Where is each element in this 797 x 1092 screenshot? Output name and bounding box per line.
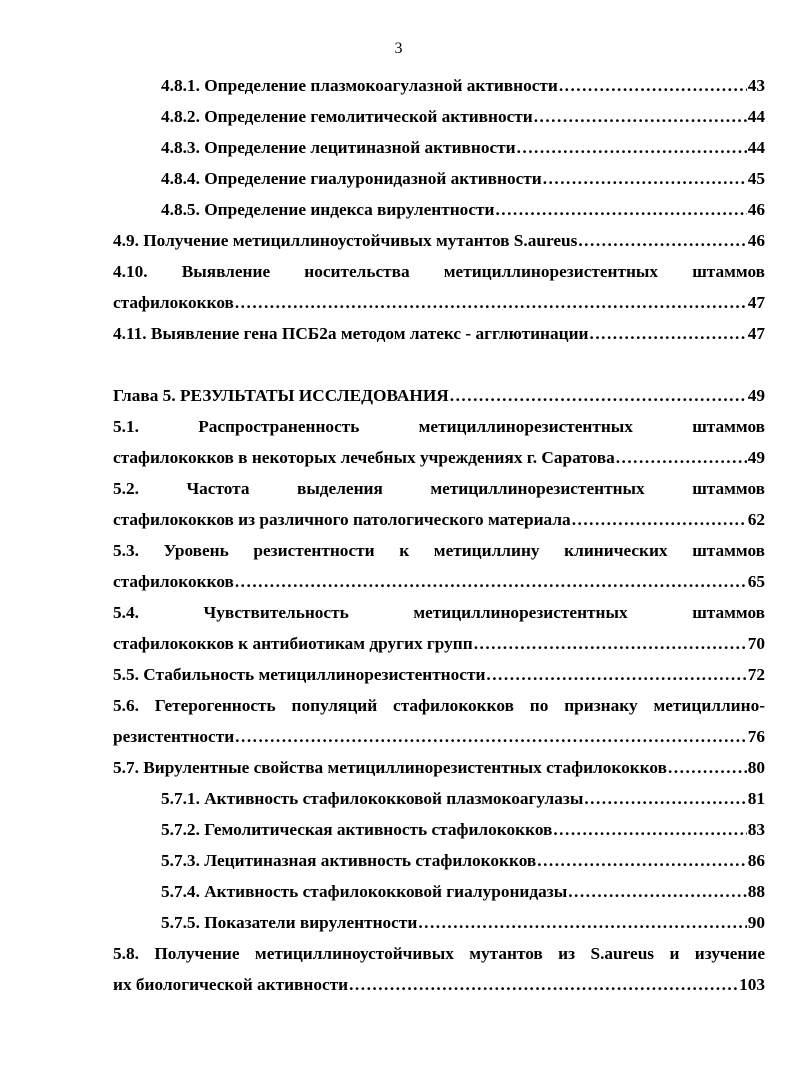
toc-entry-5-7-3[interactable] (113, 845, 765, 876)
toc-entry-title-line-1: 5.4. Чувствительность метициллинорезистентных штаммов (113, 603, 765, 622)
toc-entry-page: 44 (747, 107, 765, 126)
toc-entry-title-line-1: 5.1. Распространенность метициллинорезистентных штаммов (113, 417, 765, 436)
toc-entry-title: 4.8.1. Определение плазмокоагулазной активности (161, 76, 558, 95)
toc-entry-title: Глава 5. РЕЗУЛЬТАТЫ ИССЛЕДОВАНИЯ (113, 386, 449, 405)
dot-leader (474, 628, 747, 659)
toc-entry-page: 103 (739, 975, 765, 994)
toc-entry-4-11[interactable] (113, 318, 765, 349)
dot-leader (553, 814, 746, 845)
dot-leader (537, 845, 746, 876)
dot-leader (418, 907, 746, 938)
toc-entry-page: 47 (747, 293, 765, 312)
toc-entry-title: 5.7.3. Лецитиназная активность стафилококков (161, 851, 537, 870)
toc-entry-title-line-1: 4.10. Выявление носительства метициллинорезистентных штаммов (113, 262, 765, 281)
dot-leader (590, 318, 747, 349)
page-number: 3 (394, 40, 403, 57)
toc-entry-title: 4.11. Выявление гена ПСБ2а методом латекс - агглютинации (113, 324, 589, 343)
toc-entry-5-2[interactable] (113, 473, 765, 535)
toc-entry-title: 5.7. Вирулентные свойства метициллинорезистентных стафилококков (113, 758, 667, 777)
dot-leader (486, 659, 746, 690)
toc-entry-title-line-1: 5.6. Гетерогенность популяций стафилококков по признаку метициллино- (113, 696, 765, 715)
dot-leader (584, 783, 746, 814)
toc-entry-title-line-2: стафилококков в некоторых лечебных учреждениях г. Саратова (113, 448, 615, 467)
toc-entry-page: 46 (747, 200, 765, 219)
dot-leader (517, 132, 747, 163)
table-of-contents (113, 70, 765, 1000)
toc-entry-title-line-2: стафилококков (113, 572, 234, 591)
toc-entry-page: 86 (747, 851, 765, 870)
dot-leader (235, 566, 747, 597)
toc-entry-title: 4.9. Получение метициллиноустойчивых мутантов S.aureus (113, 231, 578, 250)
toc-entry-5-6[interactable] (113, 690, 765, 752)
toc-entry-page: 70 (747, 634, 765, 653)
toc-entry-4-8-4[interactable] (113, 163, 765, 194)
toc-entry-5-7[interactable] (113, 752, 765, 783)
dot-leader (668, 752, 747, 783)
dot-leader (578, 225, 746, 256)
dot-leader (543, 163, 747, 194)
toc-entry-4-10[interactable] (113, 256, 765, 318)
toc-entry-title-line-2: стафилококков к антибиотикам других групп (113, 634, 473, 653)
toc-entry-page: 65 (747, 572, 765, 591)
toc-entry-title: 5.7.2. Гемолитическая активность стафилококков (161, 820, 553, 839)
toc-entry-title-line-1: 5.2. Частота выделения метициллинорезистентных штаммов (113, 479, 765, 498)
section-gap (113, 349, 765, 380)
toc-entry-title: 4.8.5. Определение индекса вирулентности (161, 200, 495, 219)
dot-leader (559, 70, 747, 101)
toc-entry-5-7-5[interactable] (113, 907, 765, 938)
toc-entry-page: 47 (747, 324, 765, 343)
toc-entry-title-line-2: резистентности (113, 727, 235, 746)
toc-entry-page: 46 (747, 231, 765, 250)
toc-entry-4-8-3[interactable] (113, 132, 765, 163)
toc-entry-4-8-5[interactable] (113, 194, 765, 225)
toc-entry-title-line-2: стафилококков (113, 293, 234, 312)
toc-entry-5-5[interactable] (113, 659, 765, 690)
toc-entry-title: 4.8.2. Определение гемолитической активности (161, 107, 533, 126)
toc-entry-4-8-2[interactable] (113, 101, 765, 132)
toc-entry-title: 4.8.3. Определение лецитиназной активности (161, 138, 516, 157)
toc-entry-page: 49 (747, 448, 765, 467)
toc-entry-title: 5.7.4. Активность стафилококковой гиалуронидазы (161, 882, 568, 901)
toc-entry-page: 76 (747, 727, 765, 746)
toc-entry-title-line-2: их биологической активности (113, 975, 349, 994)
dot-leader (616, 442, 747, 473)
dot-leader (572, 504, 747, 535)
toc-entry-5-1[interactable] (113, 411, 765, 473)
toc-entry-page: 90 (747, 913, 765, 932)
dot-leader (534, 101, 747, 132)
dot-leader (495, 194, 746, 225)
toc-entry-page: 81 (747, 789, 765, 808)
toc-entry-page: 88 (747, 882, 765, 901)
dot-leader (235, 287, 747, 318)
toc-entry-page: 44 (747, 138, 765, 157)
toc-entry-5-7-4[interactable] (113, 876, 765, 907)
toc-entry-page: 43 (747, 76, 765, 95)
toc-entry-title: 5.7.5. Показатели вирулентности (161, 913, 418, 932)
toc-entry-chapter-5[interactable] (113, 380, 765, 411)
toc-entry-title-line-1: 5.3. Уровень резистентности к метициллину клинических штаммов (113, 541, 765, 560)
toc-entry-title: 5.7.1. Активность стафилококковой плазмокоагулазы (161, 789, 584, 808)
toc-entry-page: 72 (747, 665, 765, 684)
toc-entry-page: 80 (747, 758, 765, 777)
toc-entry-title: 4.8.4. Определение гиалуронидазной активности (161, 169, 542, 188)
dot-leader (450, 380, 747, 411)
toc-entry-title: 5.5. Стабильность метициллинорезистентности (113, 665, 486, 684)
toc-entry-page: 49 (747, 386, 765, 405)
dot-leader (235, 721, 747, 752)
toc-entry-title-line-1: 5.8. Получение метициллиноустойчивых мутантов из S.aureus и изучение (113, 944, 765, 963)
toc-entry-4-9[interactable] (113, 225, 765, 256)
toc-entry-title-line-2: стафилококков из различного патологического материала (113, 510, 571, 529)
dot-leader (568, 876, 747, 907)
toc-entry-4-8-1[interactable] (113, 70, 765, 101)
toc-entry-page: 45 (747, 169, 765, 188)
toc-entry-5-3[interactable] (113, 535, 765, 597)
dot-leader (349, 969, 738, 1000)
toc-entry-5-8[interactable] (113, 938, 765, 1000)
toc-entry-5-7-2[interactable] (113, 814, 765, 845)
toc-entry-page: 83 (747, 820, 765, 839)
toc-entry-5-7-1[interactable] (113, 783, 765, 814)
toc-entry-page: 62 (747, 510, 765, 529)
toc-entry-5-4[interactable] (113, 597, 765, 659)
